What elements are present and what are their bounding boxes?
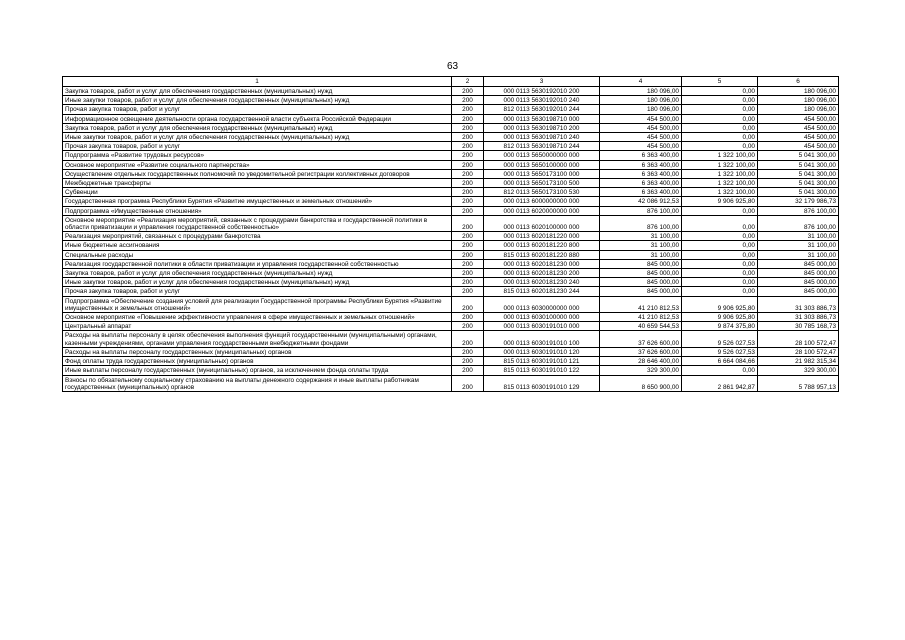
row-amount-col4: 454 500,00 [600,133,682,142]
row-code-cell: 200 [452,206,484,215]
table-row [63,151,839,160]
row-code-cell: 200 [452,232,484,241]
row-amount-col6: 845 000,00 [758,287,839,296]
row-name-cell: Фонд оплаты труда государственных (муниципальных) органов [63,357,452,366]
table-row [63,278,839,287]
row-code-cell: 200 [452,259,484,268]
row-code-cell: 200 [452,123,484,132]
row-amount-col4: 41 210 812,53 [600,313,682,322]
table-row [63,123,839,132]
table-row [63,179,839,188]
row-amount-col6: 454 500,00 [758,114,839,123]
row-name-cell: Основное мероприятие «Реализация мероприятий, связанных с процедурами банкротства и государственной политики в области приватизации и управления государственной собственностью» [63,215,452,231]
row-amount-col6: 31 100,00 [758,241,839,250]
row-amount-col5: 1 322 100,00 [682,179,758,188]
row-code-cell: 200 [452,269,484,278]
table-row [63,287,839,296]
row-amount-col4: 180 096,00 [600,87,682,96]
row-name-cell: Основное мероприятие «Развитие социального партнерства» [63,160,452,169]
row-name-cell: Прочая закупка товаров, работ и услуг [63,142,452,151]
row-amount-col5: 1 322 100,00 [682,160,758,169]
row-amount-col4: 6 363 400,00 [600,188,682,197]
row-amount-col5: 0,00 [682,96,758,105]
row-name-cell: Основное мероприятие «Повышение эффективности управления в сфере имущественных и земельных отношений» [63,313,452,322]
row-name-cell: Прочая закупка товаров, работ и услуг [63,287,452,296]
row-amount-col5: 0,00 [682,269,758,278]
row-amount-col5: 9 874 375,80 [682,322,758,331]
row-name-cell: Центральный аппарат [63,322,452,331]
column-header: 3 [484,77,600,87]
row-code-cell: 200 [452,87,484,96]
table-row [63,133,839,142]
row-amount-col6: 31 303 886,73 [758,296,839,312]
row-amount-col5: 9 526 027,53 [682,331,758,347]
row-kbk-cell: 000 0113 5630198710 000 [484,114,600,123]
row-amount-col4: 8 650 900,00 [600,375,682,391]
row-name-cell: Закупка товаров, работ и услуг для обеспечения государственных (муниципальных) нужд [63,87,452,96]
row-name-cell: Иные бюджетные ассигнования [63,241,452,250]
row-amount-col5: 0,00 [682,215,758,231]
row-amount-col4: 845 000,00 [600,287,682,296]
row-amount-col6: 876 100,00 [758,215,839,231]
row-amount-col5: 0,00 [682,133,758,142]
row-kbk-cell: 812 0113 5650173100 530 [484,188,600,197]
row-amount-col4: 454 500,00 [600,142,682,151]
row-name-cell: Межбюджетные трансферты [63,179,452,188]
row-kbk-cell: 000 0113 6020181230 240 [484,278,600,287]
row-kbk-cell: 000 0113 6020000000 000 [484,206,600,215]
page-number: 63 [446,61,459,72]
row-amount-col6: 5 041 300,00 [758,179,839,188]
row-amount-col5: 0,00 [682,232,758,241]
row-code-cell: 200 [452,331,484,347]
row-amount-col4: 180 096,00 [600,96,682,105]
table-row [63,375,839,391]
row-amount-col6: 31 100,00 [758,232,839,241]
table-row [63,96,839,105]
column-header: 2 [452,77,484,87]
row-amount-col5: 0,00 [682,278,758,287]
row-kbk-cell: 812 0113 5630192010 244 [484,105,600,114]
row-name-cell: Закупка товаров, работ и услуг для обеспечения государственных (муниципальных) нужд [63,123,452,132]
row-code-cell: 200 [452,250,484,259]
row-kbk-cell: 000 0113 5650173100 500 [484,179,600,188]
row-code-cell: 200 [452,188,484,197]
table-row [63,259,839,268]
row-code-cell: 200 [452,296,484,312]
row-amount-col5: 1 322 100,00 [682,169,758,178]
row-name-cell: Государственная программа Республики Бурятия «Развитие имущественных и земельных отношений» [63,197,452,206]
row-kbk-cell: 000 0113 6030191010 120 [484,347,600,356]
row-amount-col6: 28 100 572,47 [758,347,839,356]
table-body [63,87,839,392]
row-amount-col4: 454 500,00 [600,123,682,132]
row-kbk-cell: 000 0113 5650173100 000 [484,169,600,178]
table-row [63,347,839,356]
row-kbk-cell: 000 0113 6020181220 000 [484,232,600,241]
row-amount-col4: 6 363 400,00 [600,179,682,188]
row-code-cell: 200 [452,278,484,287]
row-amount-col6: 845 000,00 [758,259,839,268]
row-amount-col6: 845 000,00 [758,278,839,287]
table-row [63,105,839,114]
row-code-cell: 200 [452,347,484,356]
table-row [63,87,839,96]
budget-table [62,76,839,392]
row-amount-col6: 845 000,00 [758,269,839,278]
row-amount-col6: 180 096,00 [758,87,839,96]
row-amount-col6: 5 041 300,00 [758,188,839,197]
row-name-cell: Подпрограмма «Развитие трудовых ресурсов» [63,151,452,160]
row-name-cell: Расходы на выплаты персоналу в целях обеспечения выполнения функций государственными (муниципальными) органами, казенными учреждениями, органами управления государственными внебюджетными фондами [63,331,452,347]
row-amount-col5: 0,00 [682,366,758,375]
row-amount-col6: 21 982 315,34 [758,357,839,366]
row-code-cell: 200 [452,96,484,105]
row-amount-col5: 6 664 084,66 [682,357,758,366]
row-amount-col4: 28 646 400,00 [600,357,682,366]
row-amount-col4: 37 626 600,00 [600,331,682,347]
table-row [63,331,839,347]
table-row [63,296,839,312]
column-header: 6 [758,77,839,87]
row-kbk-cell: 812 0113 5630198710 244 [484,142,600,151]
table-row [63,232,839,241]
row-kbk-cell: 000 0113 6020181230 000 [484,259,600,268]
row-code-cell: 200 [452,366,484,375]
row-amount-col5: 9 906 925,80 [682,313,758,322]
row-name-cell: Информационное освещение деятельности органа государственной власти субъекта Российской Федерации [63,114,452,123]
row-amount-col6: 31 100,00 [758,250,839,259]
table-row [63,206,839,215]
row-amount-col4: 41 210 812,53 [600,296,682,312]
row-amount-col5: 0,00 [682,241,758,250]
row-amount-col6: 30 785 168,73 [758,322,839,331]
row-name-cell: Иные закупки товаров, работ и услуг для обеспечения государственных (муниципальных) нужд [63,133,452,142]
row-code-cell: 200 [452,241,484,250]
row-name-cell: Реализация государственной политики в области приватизации и управления государственной собственностью [63,259,452,268]
row-code-cell: 200 [452,179,484,188]
table-header-row [63,77,839,87]
row-amount-col6: 32 179 986,73 [758,197,839,206]
row-kbk-cell: 000 0113 5650100000 000 [484,160,600,169]
row-code-cell: 200 [452,114,484,123]
row-kbk-cell: 000 0113 6020181220 800 [484,241,600,250]
row-name-cell: Иные закупки товаров, работ и услуг для обеспечения государственных (муниципальных) нужд [63,96,452,105]
row-name-cell: Иные выплаты персоналу государственных (муниципальных) органов, за исключением фонда оплаты труда [63,366,452,375]
row-amount-col6: 180 096,00 [758,105,839,114]
row-code-cell: 200 [452,133,484,142]
table-row [63,313,839,322]
row-code-cell: 200 [452,142,484,151]
row-amount-col4: 6 363 400,00 [600,160,682,169]
row-amount-col4: 845 000,00 [600,269,682,278]
row-name-cell: Прочая закупка товаров, работ и услуг [63,105,452,114]
row-amount-col4: 876 100,00 [600,215,682,231]
row-kbk-cell: 000 0113 6000000000 000 [484,197,600,206]
row-amount-col5: 9 906 925,80 [682,296,758,312]
row-kbk-cell: 000 0113 5630198710 200 [484,123,600,132]
row-kbk-cell: 815 0113 6030191010 129 [484,375,600,391]
row-amount-col6: 454 500,00 [758,123,839,132]
row-code-cell: 200 [452,322,484,331]
row-amount-col5: 9 526 027,53 [682,347,758,356]
row-amount-col5: 0,00 [682,142,758,151]
row-kbk-cell: 000 0113 6030191010 000 [484,322,600,331]
row-amount-col6: 28 100 572,47 [758,331,839,347]
column-header: 4 [600,77,682,87]
row-code-cell: 200 [452,197,484,206]
row-amount-col6: 454 500,00 [758,133,839,142]
row-amount-col6: 5 041 300,00 [758,151,839,160]
row-amount-col5: 0,00 [682,206,758,215]
row-amount-col4: 37 626 600,00 [600,347,682,356]
row-amount-col6: 876 100,00 [758,206,839,215]
row-name-cell: Взносы по обязательному социальному страхованию на выплаты денежного содержания и иные выплаты работникам государственных (муниципальных) органов [63,375,452,391]
row-amount-col4: 6 363 400,00 [600,151,682,160]
row-name-cell: Субвенции [63,188,452,197]
row-amount-col4: 31 100,00 [600,241,682,250]
column-header: 5 [682,77,758,87]
row-kbk-cell: 000 0113 6020181230 200 [484,269,600,278]
row-amount-col5: 0,00 [682,287,758,296]
row-name-cell: Расходы на выплаты персоналу государственных (муниципальных) органов [63,347,452,356]
row-amount-col6: 5 788 957,13 [758,375,839,391]
row-code-cell: 200 [452,215,484,231]
row-kbk-cell: 815 0113 6030191010 121 [484,357,600,366]
table-row [63,160,839,169]
row-name-cell: Реализация мероприятий, связанных с процедурами банкротства [63,232,452,241]
row-amount-col4: 180 096,00 [600,105,682,114]
row-code-cell: 200 [452,287,484,296]
table-row [63,197,839,206]
table-row [63,322,839,331]
table-row [63,357,839,366]
row-amount-col4: 876 100,00 [600,206,682,215]
row-code-cell: 200 [452,151,484,160]
row-amount-col4: 845 000,00 [600,259,682,268]
table-row [63,142,839,151]
row-amount-col4: 31 100,00 [600,250,682,259]
row-amount-col5: 1 322 100,00 [682,151,758,160]
row-amount-col5: 9 906 925,80 [682,197,758,206]
row-kbk-cell: 815 0113 6020181230 244 [484,287,600,296]
row-amount-col4: 31 100,00 [600,232,682,241]
row-kbk-cell: 000 0113 5630192010 200 [484,87,600,96]
row-kbk-cell: 000 0113 6030000000 000 [484,296,600,312]
table-row [63,169,839,178]
row-name-cell: Осуществление отдельных государственных полномочий по уведомительной регистрации коллективных договоров [63,169,452,178]
table-row [63,241,839,250]
column-header: 1 [63,77,452,87]
row-amount-col5: 0,00 [682,114,758,123]
table-row [63,114,839,123]
row-kbk-cell: 000 0113 6030100000 000 [484,313,600,322]
row-amount-col4: 845 000,00 [600,278,682,287]
row-amount-col6: 329 300,00 [758,366,839,375]
row-amount-col4: 454 500,00 [600,114,682,123]
row-amount-col5: 1 322 100,00 [682,188,758,197]
row-code-cell: 200 [452,357,484,366]
row-amount-col4: 6 363 400,00 [600,169,682,178]
row-kbk-cell: 000 0113 5650000000 000 [484,151,600,160]
row-amount-col5: 0,00 [682,250,758,259]
row-name-cell: Иные закупки товаров, работ и услуг для обеспечения государственных (муниципальных) нужд [63,278,452,287]
row-name-cell: Специальные расходы [63,250,452,259]
row-amount-col4: 329 300,00 [600,366,682,375]
row-amount-col4: 40 659 544,53 [600,322,682,331]
row-amount-col6: 180 096,00 [758,96,839,105]
row-amount-col6: 5 041 300,00 [758,169,839,178]
row-amount-col5: 0,00 [682,105,758,114]
table-row [63,250,839,259]
row-code-cell: 200 [452,375,484,391]
row-kbk-cell: 000 0113 5630192010 240 [484,96,600,105]
row-amount-col5: 2 861 942,87 [682,375,758,391]
row-amount-col6: 31 303 886,73 [758,313,839,322]
table-row [63,269,839,278]
row-kbk-cell: 000 0113 6020100000 000 [484,215,600,231]
row-name-cell: Закупка товаров, работ и услуг для обеспечения государственных (муниципальных) нужд [63,269,452,278]
row-code-cell: 200 [452,105,484,114]
row-name-cell: Подпрограмма «Обеспечение создания условий для реализации Государственной программы Республики Бурятия «Развитие имущественных и земельных отношений» [63,296,452,312]
row-amount-col5: 0,00 [682,123,758,132]
row-amount-col4: 42 086 912,53 [600,197,682,206]
row-code-cell: 200 [452,160,484,169]
row-code-cell: 200 [452,169,484,178]
row-name-cell: Подпрограмма «Имущественные отношения» [63,206,452,215]
row-amount-col6: 454 500,00 [758,142,839,151]
row-kbk-cell: 815 0113 6020181220 880 [484,250,600,259]
table-row [63,188,839,197]
row-amount-col5: 0,00 [682,259,758,268]
row-code-cell: 200 [452,313,484,322]
table-row [63,215,839,231]
row-amount-col6: 5 041 300,00 [758,160,839,169]
row-kbk-cell: 000 0113 5630198710 240 [484,133,600,142]
row-kbk-cell: 000 0113 6030191010 100 [484,331,600,347]
row-kbk-cell: 815 0113 6030191010 122 [484,366,600,375]
row-amount-col5: 0,00 [682,87,758,96]
table-row [63,366,839,375]
